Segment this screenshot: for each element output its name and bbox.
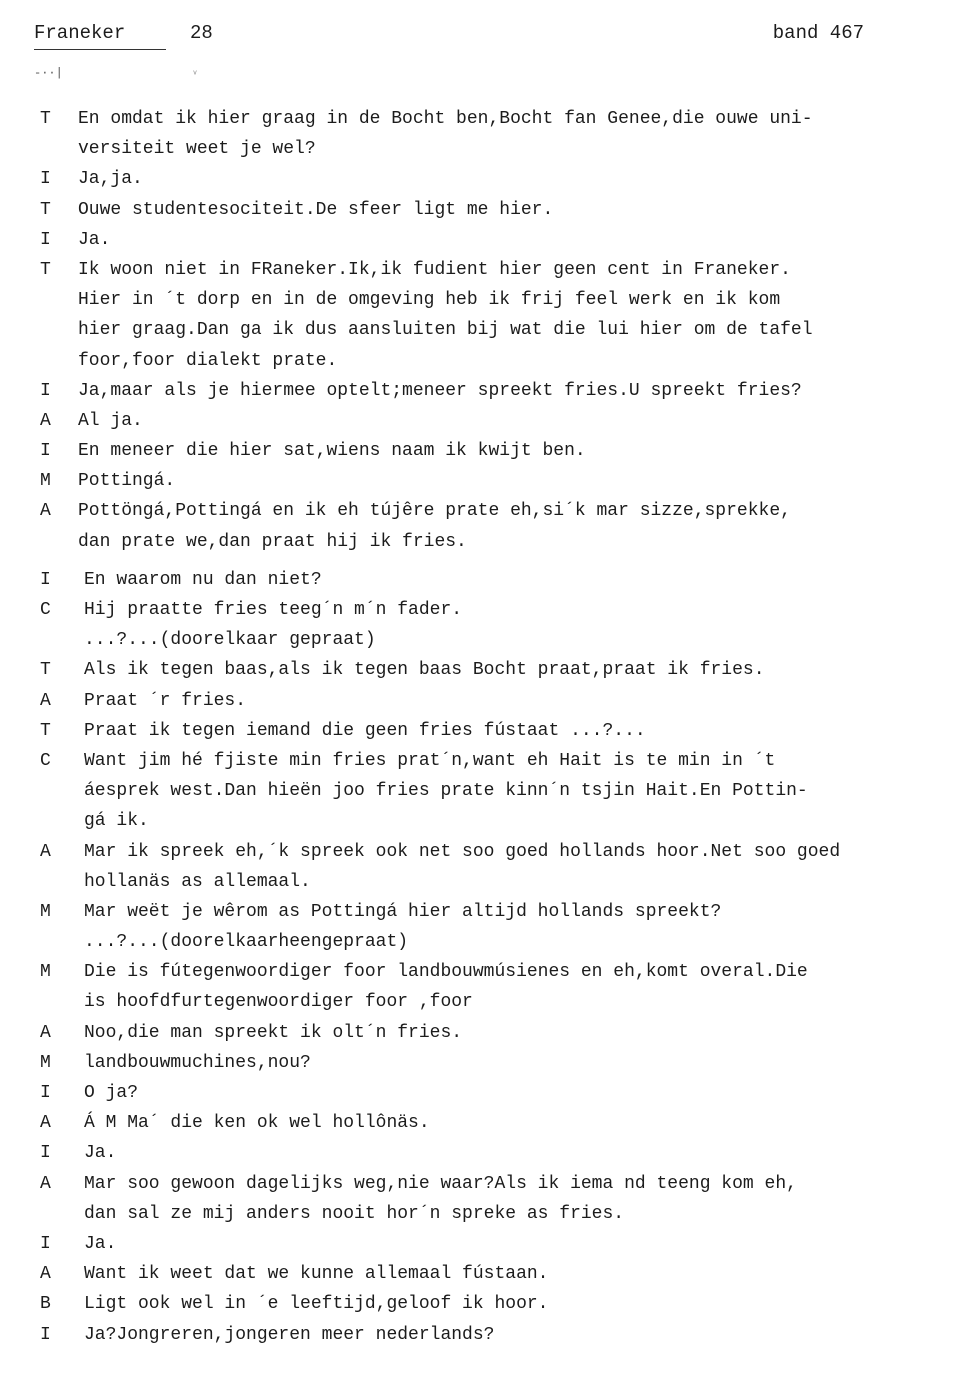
transcript-line (40, 746, 960, 776)
transcript-line (40, 285, 960, 315)
speaker-label: A (40, 410, 51, 431)
transcript-line (40, 837, 960, 867)
transcript (40, 104, 960, 1350)
transcript-line (40, 436, 960, 466)
speaker-label: M (40, 471, 51, 492)
transcript-line (40, 134, 960, 164)
utterance-text: Al ja. (78, 410, 143, 431)
utterance-text: dan prate we,dan praat hij ik fries. (78, 531, 467, 552)
utterance-text: Noo,die man spreekt ik olt´n fries. (84, 1022, 463, 1043)
utterance-text: Als ik tegen baas,als ik tegen baas Bocht praat,praat ik fries. (84, 660, 765, 681)
transcript-line (40, 255, 960, 285)
speaker-label: A (40, 1022, 51, 1043)
transcript-line (40, 776, 960, 806)
transcript-line (40, 1048, 960, 1078)
transcript-line (40, 625, 960, 655)
utterance-text: áesprek west.Dan hieën joo fries prate kinn´n tsjin Hait.En Pottin- (84, 781, 808, 802)
utterance-text: versiteit weet je wel? (78, 139, 316, 160)
utterance-text: Ja,ja. (78, 169, 143, 190)
transcript-line (40, 496, 960, 526)
speaker-label: I (40, 1324, 51, 1345)
transcript-line (40, 315, 960, 345)
speaker-label: I (40, 1233, 51, 1254)
utterance-text: En meneer die hier sat,wiens naam ik kwijt ben. (78, 441, 586, 462)
transcript-line (40, 1229, 960, 1259)
utterance-text: Ja. (84, 1143, 117, 1164)
speaker-label: B (40, 1294, 51, 1315)
page-header (34, 22, 864, 52)
transcript-line (40, 466, 960, 496)
transcript-line (40, 225, 960, 255)
speaker-label: C (40, 750, 51, 771)
utterance-text: Hij praatte fries teeg´n m´n fader. (84, 600, 463, 620)
utterance-text: dan sal ze mij anders nooit hor´n spreke as fries. (84, 1203, 625, 1224)
transcript-line (40, 527, 960, 557)
speaker-label: I (40, 229, 51, 250)
speaker-label: I (40, 1083, 51, 1103)
utterance-text: Ja?Jongreren,jongeren meer nederlands? (84, 1324, 495, 1345)
transcript-line (40, 565, 960, 595)
utterance-text: En waarom nu dan niet? (84, 569, 322, 590)
utterance-text: foor,foor dialekt prate. (78, 350, 338, 371)
margin-mark: ᵛ (192, 70, 199, 81)
utterance-text: hollanäs as allemaal. (84, 871, 311, 892)
speaker-label: A (40, 1113, 51, 1134)
speaker-label: M (40, 1052, 51, 1073)
transcript-line (40, 104, 960, 134)
transcript-line (40, 1259, 960, 1289)
utterance-text: Mar weët je wêrom as Pottingá hier altijd hollands spreekt? (84, 901, 722, 922)
transcript-line (40, 1018, 960, 1048)
utterance-text: Die is fútegenwoordiger foor landbouwmúsienes en eh,komt overal.Die (84, 962, 808, 983)
utterance-text: gá ik. (84, 811, 149, 832)
speaker-label: M (40, 901, 51, 922)
transcript-line (40, 1138, 960, 1168)
page-number: 28 (190, 22, 213, 44)
speaker-label: T (40, 199, 51, 220)
transcript-line (40, 1199, 960, 1229)
utterance-text: Pottöngá,Pottingá en ik eh tújêre prate eh,si´k mar sizze,sprekke, (78, 501, 791, 522)
utterance-text: Ja. (78, 229, 111, 250)
utterance-text: ...?...(doorelkaarheengepraat) (84, 932, 409, 953)
utterance-text: Ja. (84, 1233, 117, 1254)
speaker-label: I (40, 380, 51, 401)
transcript-line (40, 164, 960, 194)
utterance-text: landbouwmuchines,nou? (84, 1052, 311, 1073)
utterance-text: Ligt ook wel in ´e leeftijd,geloof ik hoor. (84, 1294, 549, 1315)
speaker-label: C (40, 600, 51, 620)
utterance-text: Mar soo gewoon dagelijks weg,nie waar?Als ik iema nd teeng kom eh, (84, 1173, 797, 1194)
utterance-text: hier graag.Dan ga ik dus aansluiten bij wat die lui hier om de tafel (78, 320, 813, 341)
utterance-text: Praat ´r fries. (84, 690, 247, 711)
tape-band-number: band 467 (772, 22, 864, 44)
utterance-text: Want jim hé fjiste min fries prat´n,want eh Hait is te min in ´t (84, 750, 776, 771)
utterance-text: Want ik weet dat we kunne allemaal fústaan. (84, 1264, 549, 1285)
utterance-text: En omdat ik hier graag in de Bocht ben,Bocht fan Genee,die ouwe uni- (78, 109, 813, 129)
speaker-label: A (40, 841, 51, 862)
transcript-line (40, 1078, 960, 1108)
utterance-text: Hier in ´t dorp en in de omgeving heb ik frij feel werk en ik kom (78, 290, 781, 311)
speaker-label: T (40, 720, 51, 741)
place-name: Franeker (34, 22, 126, 44)
transcript-line (40, 897, 960, 927)
transcript-line (40, 346, 960, 376)
speaker-label: A (40, 1264, 51, 1285)
transcript-line (40, 957, 960, 987)
transcript-line (40, 595, 960, 625)
utterance-text: Á M Ma´ die ken ok wel hollônäs. (84, 1113, 430, 1134)
transcript-line (40, 1108, 960, 1138)
speaker-label: T (40, 259, 51, 280)
speaker-label: T (40, 660, 51, 681)
place-underline (34, 49, 166, 50)
transcript-line (40, 987, 960, 1017)
utterance-text: Ik woon niet in FRaneker.Ik,ik fudient hier geen cent in Franeker. (78, 259, 791, 280)
speaker-label: A (40, 690, 51, 711)
speaker-label: I (40, 569, 51, 590)
transcript-line (40, 376, 960, 406)
transcript-line (40, 1289, 960, 1319)
transcript-line (40, 686, 960, 716)
transcript-line (40, 406, 960, 436)
transcript-line (40, 1320, 960, 1350)
utterance-text: ...?...(doorelkaar gepraat) (84, 630, 376, 651)
transcript-line (40, 927, 960, 957)
transcript-line (40, 806, 960, 836)
utterance-text: Mar ik spreek eh,´k spreek ook net soo goed hollands hoor.Net soo goed (84, 841, 841, 862)
utterance-text: Ja,maar als je hiermee optelt;meneer spreekt fries.U spreekt fries? (78, 380, 802, 401)
utterance-text: O ja? (84, 1083, 139, 1103)
utterance-text: Praat ik tegen iemand die geen fries fústaat ...?... (84, 720, 646, 741)
margin-mark: -··| (34, 66, 63, 80)
transcript-line (40, 195, 960, 225)
speaker-label: M (40, 962, 51, 983)
speaker-label: A (40, 501, 51, 522)
transcript-line (40, 1169, 960, 1199)
transcript-line (40, 867, 960, 897)
speaker-label: I (40, 441, 51, 462)
speaker-label: A (40, 1173, 51, 1194)
utterance-text: Pottingá. (78, 471, 176, 492)
utterance-text: is hoofdfurtegenwoordiger foor ,foor (84, 992, 473, 1013)
speaker-label: I (40, 169, 51, 190)
speaker-label: I (40, 1143, 51, 1164)
speaker-label: T (40, 109, 51, 129)
transcript-line (40, 655, 960, 685)
utterance-text: Ouwe studentesociteit.De sfeer ligt me hier. (78, 199, 554, 220)
transcript-line (40, 716, 960, 746)
